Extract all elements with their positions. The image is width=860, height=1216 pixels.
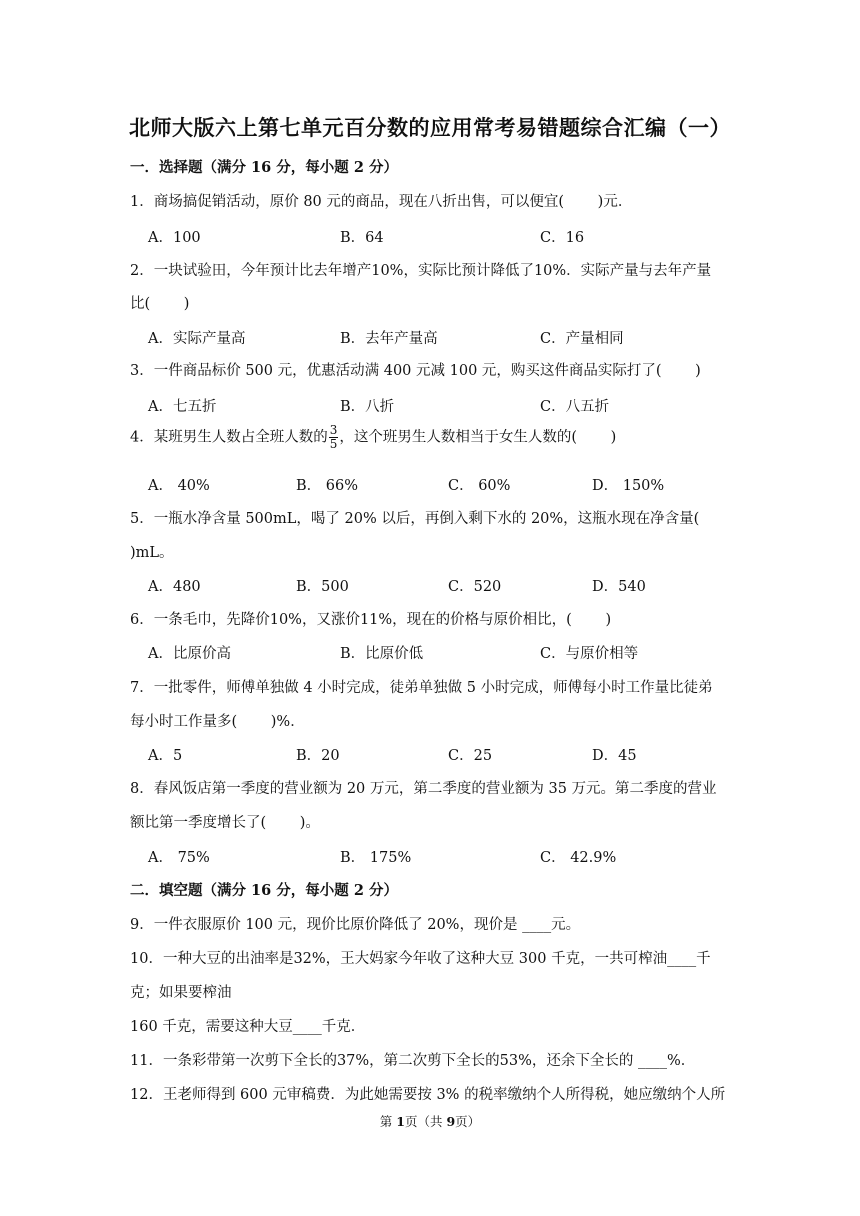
q5-option-c: C．520	[448, 579, 502, 595]
question-8-line-1: 8．春风饭店第一季度的营业额为 20 万元，第二季度的营业额为 35 万元。第二季度的营业	[130, 781, 717, 797]
section-heading-choice: 一．选择题（满分 16 分，每小题 2 分）	[130, 159, 398, 176]
q6-option-a: A．比原价高	[148, 646, 231, 662]
fraction-denominator: 5	[329, 437, 338, 451]
q8-option-a: A． 75%	[148, 850, 210, 866]
q4-option-a: A． 40%	[148, 478, 210, 494]
q1-option-b: B．64	[340, 230, 384, 246]
q7-option-b: B．20	[296, 748, 340, 764]
q8-option-c: C． 42.9%	[540, 850, 617, 866]
page-footer	[0, 1112, 860, 1130]
q7-option-c: C．25	[448, 748, 493, 764]
question-4	[130, 424, 616, 451]
question-7-line-2: 每小时工作量多( )%．	[130, 714, 305, 730]
question-5-line-1: 5．一瓶水净含量 500mL，喝了 20% 以后，再倒入剩下水的 20%，这瓶水现在净含量(	[130, 511, 700, 527]
q4-option-c: C． 60%	[448, 478, 511, 494]
q5-option-b: B．500	[296, 579, 349, 595]
q7-option-d: D．45	[592, 748, 637, 764]
question-10-line-1: 10．一种大豆的出油率是32%，王大妈家今年收了这种大豆 300 千克，一共可榨油____千	[130, 951, 711, 967]
q2-option-c: C．产量相同	[540, 331, 624, 347]
question-12: 12．王老师得到 600 元审稿费．为此她需要按 3% 的税率缴纳个人所得税，她应缴纳个人所	[130, 1087, 726, 1103]
q3-option-a: A．七五折	[148, 399, 217, 415]
question-11: 11．一条彩带第一次剪下全长的37%，第二次剪下全长的53%，还余下全长的 ____%．	[130, 1053, 696, 1069]
question-1: 1．商场搞促销活动，原价 80 元的商品，现在八折出售，可以便宜( )元．	[130, 194, 633, 210]
footer-total-pages: 9	[446, 1114, 456, 1129]
question-6: 6．一条毛巾，先降价10%，又涨价11%，现在的价格与原价相比，( )	[130, 612, 612, 628]
question-10-line-2: 克；如果要榨油	[130, 985, 232, 1001]
q1-option-c: C．16	[540, 230, 585, 246]
footer-middle: 页（共	[404, 1114, 447, 1129]
q4-text-before: 4．某班男生人数占全班人数的	[130, 429, 328, 446]
q6-option-c: C．与原价相等	[540, 646, 639, 662]
q2-option-a: A．实际产量高	[148, 331, 246, 347]
question-10-line-3: 160 千克，需要这种大豆____千克．	[130, 1019, 366, 1035]
section-heading-fill-in: 二．填空题（满分 16 分，每小题 2 分）	[130, 882, 398, 899]
q8-option-b: B． 175%	[340, 850, 412, 866]
q1-option-a: A．100	[148, 230, 201, 246]
q4-option-b: B． 66%	[296, 478, 358, 494]
footer-prefix: 第	[379, 1114, 397, 1129]
question-7-line-1: 7．一批零件，师傅单独做 4 小时完成，徒弟单独做 5 小时完成，师傅每小时工作量比徒弟	[130, 680, 713, 696]
q3-option-b: B．八折	[340, 399, 395, 415]
question-2-line-1: 2．一块试验田，今年预计比去年增产10%，实际比预计降低了10%．实际产量与去年产量	[130, 263, 712, 279]
question-2-line-2: 比( )	[130, 296, 190, 312]
footer-page-number: 1	[396, 1114, 405, 1129]
question-3: 3．一件商品标价 500 元，优惠活动满 400 元减 100 元，购买这件商品实际打了( )	[130, 363, 701, 379]
q5-option-d: D．540	[592, 579, 646, 595]
q5-option-a: A．480	[148, 579, 201, 595]
fraction-three-fifths	[329, 424, 339, 451]
question-8-line-2: 额比第一季度增长了( )。	[130, 815, 320, 831]
q6-option-b: B．比原价低	[340, 646, 424, 662]
q2-option-b: B．去年产量高	[340, 331, 438, 347]
page-title: 北师大版六上第七单元百分数的应用常考易错题综合汇编（一）	[129, 115, 731, 140]
fraction-numerator: 3	[329, 423, 338, 437]
q7-option-a: A．5	[148, 748, 183, 764]
question-9: 9．一件衣服原价 100 元，现价比原价降低了 20%，现价是 ____元。	[130, 917, 581, 933]
q4-text-after: ，这个班男生人数相当于女生人数的( )	[339, 429, 617, 446]
q3-option-c: C．八五折	[540, 399, 610, 415]
question-5-line-2: )mL。	[130, 545, 174, 561]
footer-suffix: 页）	[455, 1114, 481, 1129]
q4-option-d: D． 150%	[592, 478, 665, 494]
